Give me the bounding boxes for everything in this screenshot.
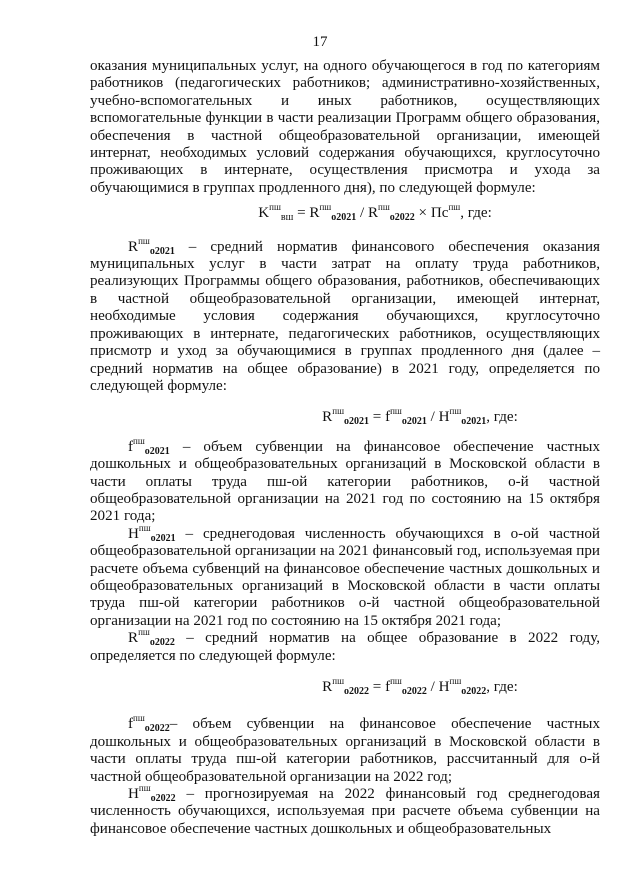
formula-r2022: $R^{пш}_{o2022} = f^{пш}_{o2022} / H^{пш}_{o2022}$, где: (322, 676, 518, 697)
symbol-h2021: $H^{пш}_{o2021}$ (128, 522, 176, 544)
formula-r2021: $R^{пш}_{o2021} = f^{пш}_{o2021} / H^{пш}_{o2021}$, где: (322, 406, 518, 428)
symbol-r2021: $R^{пш}_{o2021}$ (128, 235, 175, 257)
paragraph-r2022-definition: $R^{пш}_{o2022}$ – средний норматив на общее образование в 2022 году, определяется по следующей формуле: (90, 627, 600, 664)
formula-k: $K^{пш}_{вш} = R^{пш}_{o2021} / R^{пш}_{o2022} \times Пс^{пш}$, где: (258, 202, 492, 224)
symbol-f2021: $f^{пш}_{o2021}$ (128, 435, 170, 457)
symbol-f2022: $f^{пш}_{o2022}$ (128, 713, 170, 735)
paragraph-f2022-definition: $f^{пш}_{o2022}-$ объем субвенции на финансовое обеспечение частных дошкольных и общеобразовательных организаций в Московской области в части оплаты труда пш-ой категории работников, рассчитанный для о-й частной общеобразовательной организации на 2022 год; (90, 713, 600, 785)
paragraph-f2021-definition: $f^{пш}_{o2021}$ – объем субвенции на финансовое обеспечение частных дошкольных и общеобразовательных организаций в Московской области в части оплаты труда пш-ой категории работников, о-й частной общеобразовательной организации на 2021 год по состоянию на 15 октября 2021 года; (90, 435, 600, 525)
page-number: 17 (312, 34, 328, 50)
paragraph-h2022-definition: $H^{пш}_{o2022}$ – прогнозируемая на 2022 финансовый год среднегодовая численность обучающихся, используемая при расчете объема субвенции на финансовое обеспечение частных дошкольных и общеобразовательных (90, 783, 600, 837)
paragraph-r2021-definition: $R^{пш}_{o2021}$ – средний норматив финансового обеспечения оказания муниципальных услуг в части затрат на оплату труда работников, реализующих Программы общего образования, работников, обеспечивающих в частной общеобразовательной организации, имеющей интернат, необходимые условия содержания обучающихся, круглосуточно проживающих в интернате, педагогических работников, осуществляющих присмотр и уход за обучающимися в группах продленного дня (далее – средний норматив на общее образование) в 2021 году, определяется по следующей формуле: (90, 235, 600, 394)
paragraph-h2021-definition: $H^{пш}_{o2021}$ – среднегодовая численность обучающихся в о-ой частной общеобразовательной организации на 2021 финансовый год, используемая при расчете объема субвенций на финансовое обеспечение частных дошкольных и общеобразовательных организаций в Московской области в части оплаты труда пш-ой категории работников о-й частной общеобразовательной организации на 2021 год по состоянию на 15 октября 2021 года; (90, 522, 600, 629)
paragraph-intro: оказания муниципальных услуг, на одного обучающегося в год по категориям работников (педагогических работников; административно-хозяйственных, учебно-вспомогательных и иных работников, осуществляющих вспомогательные функции в части реализации Программ общего образования, обеспечения в частной общеобразовательной организации, имеющей интернат, необходимых условий содержания обучающихся, круглосуточно проживающих в интернате, осуществления присмотра и ухода за обучающимися в группах продленного дня), по следующей формуле: (90, 58, 600, 196)
symbol-h2022: $H^{пш}_{o2022}$ (128, 783, 176, 805)
symbol-r2022: $R^{пш}_{o2022}$ (128, 627, 175, 649)
document-body (90, 58, 600, 838)
